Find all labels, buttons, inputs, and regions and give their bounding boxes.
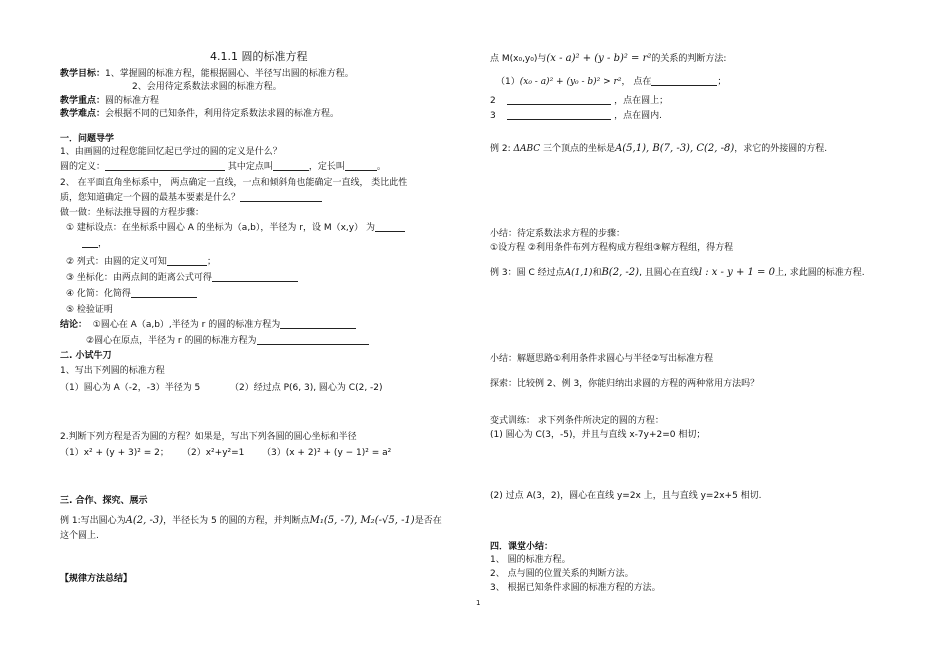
- example-3-tail: 上, 求此圆的标准方程.: [774, 268, 865, 278]
- step-3: [66, 272, 298, 284]
- step-1-text: ① 建标设点：在坐标系中圆心 A 的坐标为（a,b），半径为 r，设 M（x,y） 为: [66, 223, 375, 233]
- conclusion-label: 结论：: [60, 320, 88, 330]
- example-3: [490, 266, 865, 280]
- case-1-text: ， 点在: [621, 77, 652, 87]
- step-1-blank-b[interactable]: [82, 238, 98, 248]
- step-1-blank-a[interactable]: [375, 222, 405, 232]
- conclusion-1: [60, 319, 356, 331]
- s2-question-1a: （1）圆心为 A（-2，-3）半径为 5: [60, 383, 201, 393]
- example-2-label: 例 2:: [490, 144, 511, 154]
- def-end: 。: [376, 162, 386, 172]
- example-1-mid: ，半径长为 5 的圆的方程，并判断点: [163, 516, 310, 526]
- step-1: [66, 222, 405, 234]
- question-1: 1、由画圆的过程您能回忆起已学过的圆的定义是什么？: [60, 147, 282, 157]
- example-3-and: 和: [592, 268, 602, 278]
- step-1-end: ，: [98, 239, 108, 249]
- step-1-cont: [82, 238, 107, 250]
- conclusion-2-blank[interactable]: [257, 335, 369, 345]
- goal-item-1: 1、掌握圆的标准方程，能根据圆心、半径写出圆的标准方程。: [105, 69, 354, 79]
- goal-line-1: [60, 68, 354, 80]
- example-1-line-1: [60, 514, 442, 528]
- example-1-tail: 是否在: [414, 516, 442, 526]
- case-3-blank[interactable]: [507, 110, 611, 120]
- example-3-lead: 例 3：圆 C 经过点: [490, 268, 565, 278]
- circle-equation: (x - a)² + (y - b)² = r²: [546, 53, 652, 64]
- center-line: l : x - y + 1 = 0: [698, 267, 775, 278]
- case-3: [490, 110, 662, 122]
- example-3-mid: , 且圆心在直线: [639, 268, 699, 278]
- case-3-text: ，点在圆内.: [614, 111, 662, 121]
- step-2-end: ；: [206, 257, 216, 267]
- section-1-heading: 一．问题导学: [60, 134, 115, 144]
- def-label: 圆的定义：: [60, 162, 106, 172]
- case-1-end: ；: [717, 77, 727, 87]
- case-1-inequality: (x₀ - a)² + (y₀ - b)² > r²: [519, 77, 622, 87]
- example-2: [490, 142, 827, 156]
- difficulty-label: 教学难点：: [60, 109, 106, 119]
- case-1-blank[interactable]: [651, 76, 717, 86]
- try-it: 做一做：坐标法推导圆的方程步骤：: [60, 208, 205, 218]
- example-1-center: A(2, -3): [125, 515, 164, 526]
- vertex-coordinates: A(5,1), B(7, -3), C(2, -8): [615, 143, 735, 154]
- case-2: [490, 95, 668, 107]
- s2-question-2a: （1）x² + (y + 3)² = 2；: [60, 448, 169, 458]
- key-label: 教学重点：: [60, 96, 106, 106]
- s2-question-2c: （3）(x + 2)² + (y − 1)² = a²: [262, 448, 392, 458]
- case-1-num: （1）: [496, 77, 520, 87]
- conclusion-2-text: ②圆心在原点，半径为 r 的圆的标准方程为: [86, 336, 257, 346]
- summary-1: 小结：待定系数法求方程的步骤：: [490, 229, 626, 239]
- position-tail: 的关系的判断方法:: [651, 54, 727, 64]
- step-5: ⑤ 检验证明: [66, 305, 113, 315]
- lesson-summary-1: 1、 圆的标准方程。: [490, 555, 571, 565]
- s2-question-2: 2.判断下列方程是否为圆的方程？如果是，写出下列各圆的圆心坐标和半径: [60, 432, 357, 442]
- goal-label: 教学目标：: [60, 69, 106, 79]
- method-summary-heading: 【规律方法总结】: [60, 574, 133, 584]
- def-blank[interactable]: [105, 161, 225, 171]
- section-3-heading: 三. 合作、探究、展示: [60, 496, 148, 506]
- variant-training: 变式训练： 求下列条件所决定的圆的方程：: [490, 416, 664, 426]
- example-1-points: M₁(5, -7), M₂(-√5, -1): [309, 515, 415, 526]
- q2-blank[interactable]: [240, 192, 322, 202]
- question-2-text: 质，您知道确定一个圆的最基本要素是什么？: [60, 193, 241, 203]
- conclusion-1-text: ①圆心在 A（a,b）,半径为 r 的圆的标准方程为: [92, 320, 281, 330]
- variant-1: (1) 圆心为 C(3，-5)，并且与直线 x-7y+2=0 相切；: [490, 430, 706, 440]
- step-4: [66, 288, 197, 300]
- def-center-label: 其中定点叫: [227, 162, 273, 172]
- position-lead: 点 M(x₀,y₀)与: [490, 54, 547, 64]
- case-3-num: 3: [490, 111, 496, 121]
- page-title: 4.1.1 圆的标准方程: [210, 50, 308, 63]
- step-3-text: ③ 坐标化：由两点间的距离公式可得: [66, 273, 212, 283]
- case-2-blank[interactable]: [507, 95, 611, 105]
- example-1-line-2: 这个圆上.: [60, 531, 99, 541]
- lesson-summary-3: 3、 根据已知条件求圆的标准方程的方法。: [490, 583, 661, 593]
- example-2-mid: 三个顶点的坐标是: [543, 144, 616, 154]
- step-2-text: ② 列式：由圆的定义可知: [66, 257, 167, 267]
- summary-2: 小结：解题思路①利用条件求圆心与半径②写出标准方程: [490, 354, 714, 364]
- case-2-text: ，点在圆上；: [614, 96, 669, 106]
- triangle-symbol: ΔABC: [513, 144, 541, 154]
- step-2: [66, 256, 216, 268]
- difficulty-text: 会根据不同的已知条件，利用待定系数法求圆的标准方程。: [105, 109, 340, 119]
- step-4-text: ④ 化简：化简得: [66, 289, 131, 299]
- example-1-lead: 例 1:写出圆心为: [60, 516, 126, 526]
- conclusion-1-blank[interactable]: [280, 319, 356, 329]
- section-2-heading: 二. 小试牛刀: [60, 351, 112, 361]
- circle-definition: [60, 161, 386, 173]
- s2-question-1b: （2）经过点 P(6, 3), 圆心为 C(2, -2): [230, 383, 383, 393]
- lesson-summary-2: 2、 点与圆的位置关系的判断方法。: [490, 569, 634, 579]
- case-2-num: 2: [490, 96, 496, 106]
- section-4-heading: 四．课堂小结：: [490, 542, 554, 552]
- question-2-line-2: [60, 192, 322, 204]
- key-point: [60, 95, 159, 107]
- example-2-tail: ，求它的外接圆的方程.: [734, 144, 828, 154]
- key-text: 圆的标准方程: [105, 96, 160, 106]
- variant-2: (2) 过点 A(3，2)，圆心在直线 y=2x 上，且与直线 y=2x+5 相切.: [490, 491, 762, 501]
- position-relation: [490, 52, 726, 66]
- s2-question-2b: （2）x²+y²=1: [182, 448, 245, 458]
- question-2-line-1: 2、 在平面直角坐标系中， 两点确定一直线，一点和倾斜角也能确定一直线， 类比此性: [60, 178, 408, 188]
- conclusion-2: [86, 335, 369, 347]
- step-3-blank[interactable]: [212, 272, 298, 282]
- goal-item-2: 2、会用待定系数法求圆的标准方程。: [132, 82, 282, 92]
- explore: 探索：比较例 2、例 3，你能归纳出求圆的方程的两种常用方法吗？: [490, 379, 760, 389]
- case-1: [496, 76, 726, 88]
- point-b: B(2, -2): [601, 267, 640, 278]
- step-2-blank[interactable]: [167, 256, 207, 266]
- summary-1-steps: ①设方程 ②利用条件布列方程构成方程组③解方程组，得方程: [490, 243, 734, 253]
- def-radius-label: ，定长叫: [308, 162, 345, 172]
- step-4-blank[interactable]: [131, 288, 197, 298]
- page-number: 1: [476, 599, 481, 607]
- point-a: A(1,1): [564, 268, 593, 278]
- radius-blank[interactable]: [345, 161, 377, 171]
- center-blank[interactable]: [273, 161, 309, 171]
- difficulty: [60, 108, 339, 120]
- s2-question-1: 1、写出下列圆的标准方程: [60, 366, 165, 376]
